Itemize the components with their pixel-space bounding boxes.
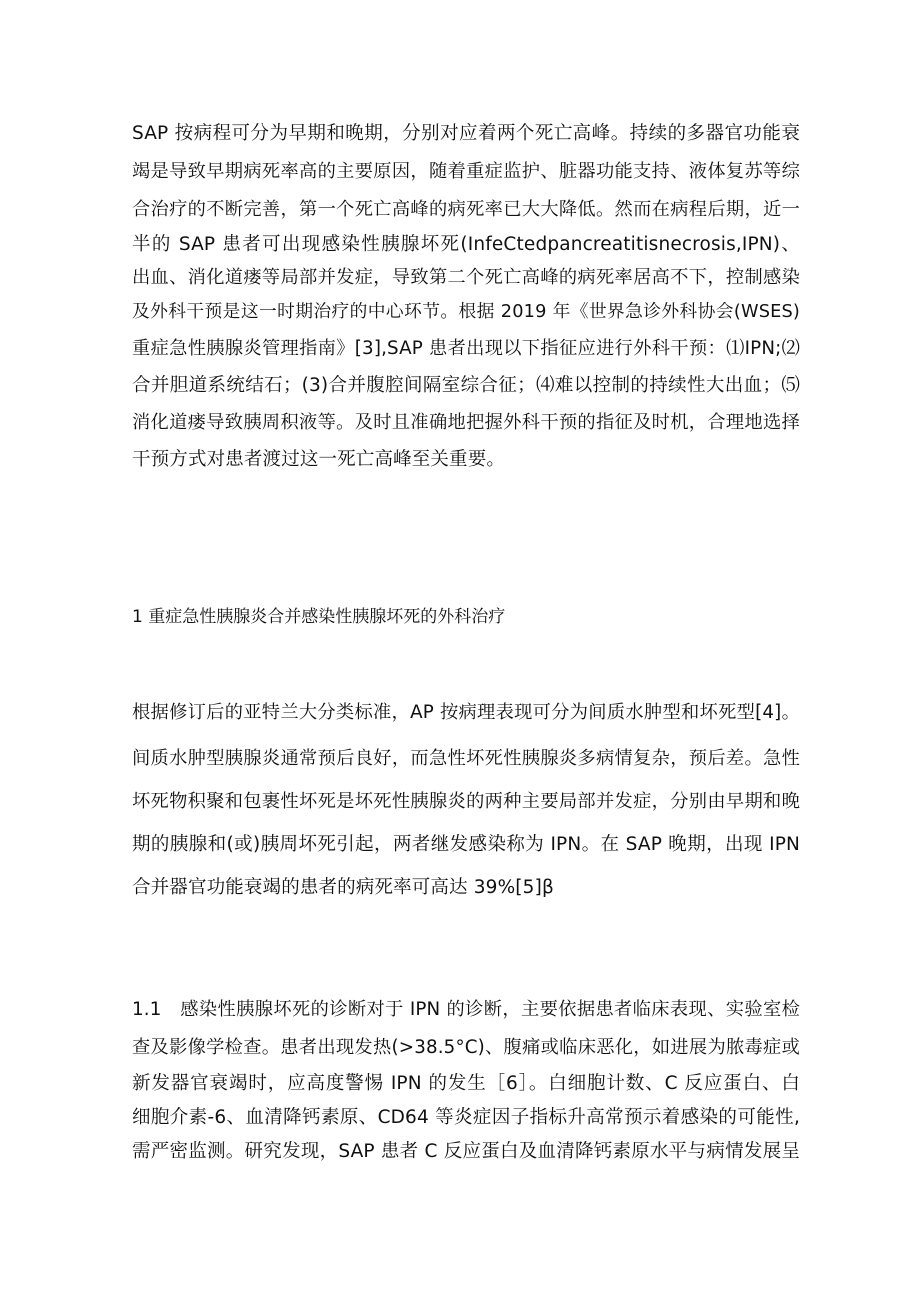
- text-line: 及外科干预是这一时期治疗的中心环节。根据 2019 年《世界急诊外科协会(WSES): [132, 302, 800, 322]
- text-line: SAP 按病程可分为早期和晚期，分别对应着两个死亡高峰。持续的多器官功能衰: [132, 123, 800, 144]
- text-line: 查及影像学检查。患者出现发热(>38.5°C)、腹痛或临床恶化，如进展为脓毒症或: [132, 1037, 800, 1058]
- text-line: 合并器官功能衰竭的患者的病死率可高达 39%[5]β: [132, 877, 554, 898]
- text-line: 半的 SAP 患者可出现感染性胰腺坏死(InfeCtedpancreatitisnecrosis,IPN)、: [132, 234, 800, 255]
- text-line: 消化道瘘导致胰周积液等。及时且准确地把握外科干预的指征及时机，合理地选择: [132, 412, 800, 433]
- text-line: 重症急性胰腺炎管理指南》[3],SAP 患者出现以下指征应进行外科干预：⑴IPN;⑵: [132, 338, 800, 359]
- text-line: 坏死物积聚和包裹性坏死是坏死性胰腺炎的两种主要局部并发症，分别由早期和晚: [132, 791, 800, 812]
- text-line: 细胞介素-6、血清降钙素原、CD64 等炎症因子指标升高常预示着感染的可能性,: [132, 1107, 800, 1128]
- text-line: 间质水肿型胰腺炎通常预后良好，而急性坏死性胰腺炎多病情复杂，预后差。急性: [132, 748, 800, 769]
- text-line: 需严密监测。研究发现，SAP 患者 C 反应蛋白及血清降钙素原水平与病情发展呈: [132, 1141, 800, 1162]
- text-line: 根据修订后的亚特兰大分类标准，AP 按病理表现可分为间质水肿型和坏死型[4]。: [132, 702, 800, 723]
- text-line: 干预方式对患者渡过这一死亡高峰至关重要。: [132, 449, 506, 470]
- text-line: 合并胆道系统结石；(3)合并腹腔间隔室综合征；⑷难以控制的持续性大出血；⑸: [132, 375, 800, 396]
- text-line: 合治疗的不断完善，第一个死亡高峰的病死率已大大降低。然而在病程后期，近一: [132, 199, 800, 220]
- section-heading: 1 重症急性胰腺炎合并感染性胰腺坏死的外科治疗: [132, 607, 506, 627]
- text-line: 出血、消化道瘘等局部并发症，导致第二个死亡高峰的病死率居高不下，控制感染: [132, 267, 800, 288]
- text-line: 新发器官衰竭时，应高度警惕 IPN 的发生［6］。白细胞计数、C 反应蛋白、白: [132, 1073, 800, 1094]
- text-line: 期的胰腺和(或)胰周坏死引起，两者继发感染称为 IPN。在 SAP 晚期，出现 IPN: [132, 834, 800, 855]
- text-line: 1.1 感染性胰腺坏死的诊断对于 IPN 的诊断，主要依据患者临床表现、实验室检: [132, 999, 800, 1020]
- text-line: 竭是导致早期病死率高的主要原因，随着重症监护、脏器功能支持、液体复苏等综: [132, 161, 800, 182]
